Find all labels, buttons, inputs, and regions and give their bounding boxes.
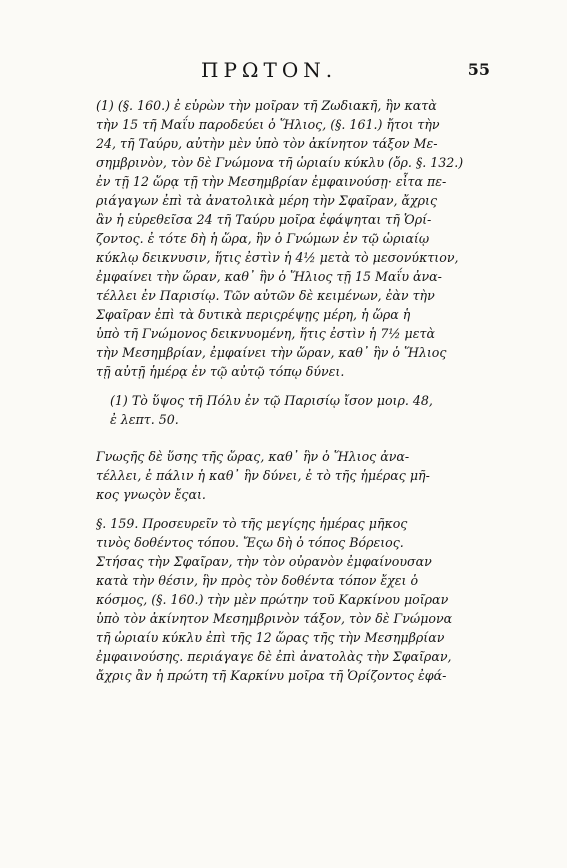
text-line: ζοντος. ἐ τότε δὴ ἡ ὥρα, ἣν ὁ Γνώμων ἐν τῷ ὡριαίῳ (96, 231, 430, 246)
text-line: ὑπὸ τὸν ἀκίνητον Μεσημβρινὸν τάξον, τὸν δὲ Γνώμονα (96, 611, 453, 626)
text-line: 24, τῆ Ταύρυ, αὐτὴν μὲν ὑπὸ τὸν ἀκίνητον τάξον Με- (96, 136, 438, 151)
paragraph-2 (96, 447, 490, 504)
text-line: τῆ ὡριαίυ κύκλυ ἐπὶ τῆς 12 ὥρας τῆς τὴν Μεσημβρίαν (96, 630, 445, 645)
text-line: Στήσας τὴν Σφαῖραν, τὴν τὸν οὐρανὸν ἐμφαίνουσαν (96, 554, 432, 569)
text-line: ἐμφαίνει τὴν ὥραν, καθ᾽ ἣν ὁ Ἥλιος τῇ 15 Μαΐυ ἀνα- (96, 269, 442, 284)
text-line: τὴν Μεσημβρίαν, ἐμφαίνει τὴν ὥραν, καθ᾽ ἣν ὁ Ἥλιος (96, 345, 447, 360)
text-line: (1) (§. 160.) ἐ εὑρὼν τὴν μοῖραν τῆ Ζωδιακῆ, ἣν κατὰ (96, 98, 437, 113)
page-header (96, 58, 490, 84)
text-line: ἄχρις ἂν ἡ πρώτη τῆ Καρκίνυ μοῖρα τῆ Ὁρίζοντος ἐφά- (96, 668, 447, 683)
text-line: τὴν 15 τῆ Μαΐυ παροδεύει ὁ Ἥλιος, (§. 161.) ἤτοι τὴν (96, 117, 440, 132)
running-title: ΠΡΩΤΟΝ. (201, 58, 338, 82)
spacer (96, 504, 490, 514)
spacer (96, 429, 490, 447)
text-line: κος γνωςὸν ἔςαι. (96, 487, 206, 502)
page-body (96, 96, 490, 685)
text-line: τέλλει, ἐ πάλιν ἡ καθ᾽ ἣν δύνει, ἐ τὸ τῆς ἡμέρας μῆ- (96, 468, 430, 483)
text-line: σημβρινὸν, τὸν δὲ Γνώμονα τῆ ὡριαίυ κύκλυ (ὄρ. §. 132.) (96, 155, 464, 170)
text-line: κόσμος, (§. 160.) τὴν μὲν πρώτην τοῦ Καρκίνου μοῖραν (96, 592, 449, 607)
footnote-line: ἐ λεπτ. 50. (110, 412, 179, 427)
text-line: Γνωςῆς δὲ ὕσης τῆς ὥρας, καθ᾽ ἣν ὁ Ἥλιος ἀνα- (96, 449, 410, 464)
text-line: ἐν τῇ 12 ὥρᾳ τῇ τὴν Μεσημβρίαν ἐμφαινούσῃ· εἶτα πε- (96, 174, 447, 189)
spacer (96, 381, 490, 391)
text-line: ἂν ἡ εὑρεθεῖσα 24 τῆ Ταύρυ μοῖρα ἐφάψηται τῆ Ὁρί- (96, 212, 432, 227)
text-line: κύκλῳ δεικνυσιν, ἥτις ἐστὶν ἡ 4½ μετὰ τὸ μεσονύκτιον, (96, 250, 459, 265)
text-line: τέλλει ἐν Παρισίῳ. Τῶν αὐτῶν δὲ κειμένων, ἐὰν τὴν (96, 288, 435, 303)
text-line: ριάγαγων ἐπὶ τὰ ἀνατολικὰ μέρη τὴν Σφαῖραν, ἄχρις (96, 193, 438, 208)
text-line: ἐμφαινούσης. περιάγαγε δὲ ἐπὶ ἀνατολὰς τὴν Σφαῖραν, (96, 649, 452, 664)
text-line: §. 159. Προσευρεῖν τὸ τῆς μεγίςης ἡμέρας μῆκος (96, 516, 408, 531)
text-line: κατὰ τὴν θέσιν, ἣν πρὸς τὸν δοθέντα τόπον ἔχει ὁ (96, 573, 419, 588)
footnote (96, 391, 490, 429)
paragraph-3 (96, 514, 490, 685)
paragraph-1 (96, 96, 490, 381)
footnote-line: (1) Τὸ ὕψος τῆ Πόλυ ἐν τῷ Παρισίῳ ἴσον μοιρ. 48, (110, 393, 433, 408)
text-line: τινὸς δοθέντος τόπου. Ἔςω δὴ ὁ τόπος Βόρειος. (96, 535, 404, 550)
text-line: Σφαῖραν ἐπὶ τὰ δυτικὰ περιςρέψῃς μέρη, ἡ ὥρα ἡ (96, 307, 411, 322)
page-number: 55 (467, 60, 490, 79)
text-line: τῇ αὐτῇ ἡμέρᾳ ἐν τῷ αὐτῷ τόπῳ δύνει. (96, 364, 345, 379)
text-line: ὑπὸ τῆ Γνώμονος δεικνυομένη, ἥτις ἐστὶν ἡ 7½ μετὰ (96, 326, 435, 341)
